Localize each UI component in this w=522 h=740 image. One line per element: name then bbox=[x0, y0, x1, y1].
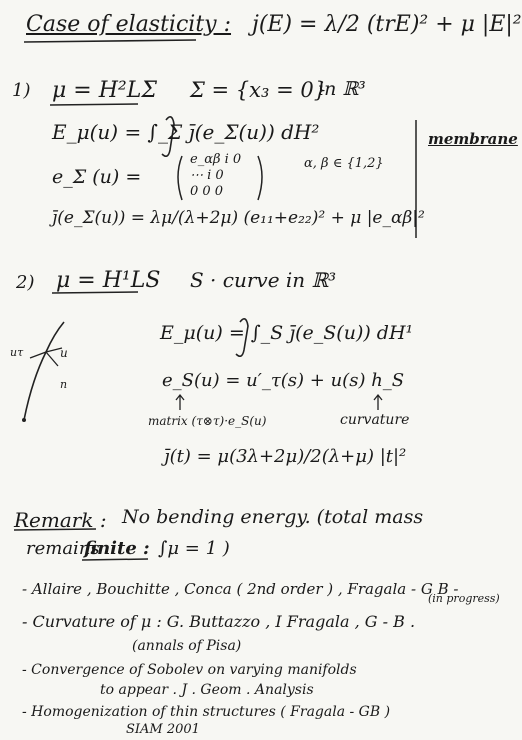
matrix-row-2: ⋯ i 0 bbox=[190, 168, 224, 183]
membrane-note: membrane bbox=[428, 130, 518, 148]
section1-energy: E_μ(u) = ∫_Σ j̄(e_Σ(u)) dH² bbox=[52, 120, 320, 144]
figure-label-n: n bbox=[60, 378, 68, 391]
reference-1-note: (in progress) bbox=[428, 592, 500, 605]
section2-set: S · curve in ℝ³ bbox=[190, 268, 337, 292]
section1-reduced-density: j̄(e_Σ(u)) = λμ/(λ+2μ) (e₁₁+e₂₂)² + μ |e_αβ|² bbox=[52, 208, 425, 228]
reference-2: - Curvature of μ : G. Buttazzo , I Fragala , G - B . bbox=[22, 612, 416, 631]
section2-strain: e_S(u) = u′_τ(s) + u(s) h_S bbox=[162, 370, 405, 391]
matrix-label: matrix (τ⊗τ)·e_S(u) bbox=[148, 414, 267, 428]
reference-3: - Convergence of Sobolev on varying manifolds bbox=[22, 662, 357, 678]
section1-set: Σ = {x₃ = 0} bbox=[190, 78, 328, 102]
section2-number: 2) bbox=[16, 272, 35, 293]
reference-1: - Allaire , Bouchitte , Conca ( 2nd order ) , Fragala - G B - bbox=[22, 580, 459, 598]
section1-space: in ℝ³ bbox=[318, 78, 366, 100]
remark-line-2b: finite : bbox=[84, 538, 150, 559]
reference-3-journal: to appear . J . Geom . Analysis bbox=[100, 682, 314, 698]
figure-label-u: u bbox=[60, 346, 68, 360]
figure-label-tau: uτ bbox=[10, 346, 24, 359]
remark-line-2c: ∫μ = 1 ) bbox=[158, 538, 230, 559]
page-heading: Case of elasticity : bbox=[26, 12, 232, 37]
section2-reduced-density: j̄(t) = μ(3λ+2μ)/2(λ+μ) |t|² bbox=[164, 446, 407, 467]
matrix-row-1: e_αβ i 0 bbox=[190, 152, 242, 167]
remark-label: Remark : bbox=[14, 508, 107, 532]
reference-4: - Homogenization of thin structures ( Fragala - GB ) bbox=[22, 704, 391, 720]
remark-line-2a: remains bbox=[26, 538, 100, 559]
section1-measure: μ = H²LΣ bbox=[52, 78, 157, 103]
section2-measure: μ = H¹LS bbox=[56, 268, 161, 293]
section1-strain-lhs: e_Σ (u) = bbox=[52, 166, 142, 188]
energy-density-formula: j(E) = λ/2 (trE)² + μ |E|² bbox=[252, 12, 522, 37]
section2-energy: E_μ(u) = ∫_S j̄(e_S(u)) dH¹ bbox=[160, 322, 414, 344]
reference-2-journal: (annals of Pisa) bbox=[132, 638, 242, 654]
section1-number: 1) bbox=[12, 80, 31, 101]
reference-4-journal: SIAM 2001 bbox=[126, 722, 200, 737]
section1-indices: α, β ∈ {1,2} bbox=[304, 156, 384, 171]
remark-line-1: No bending energy. (total mass bbox=[122, 506, 424, 528]
curvature-label: curvature bbox=[340, 412, 410, 428]
matrix-row-3: 0 0 0 bbox=[190, 184, 224, 199]
